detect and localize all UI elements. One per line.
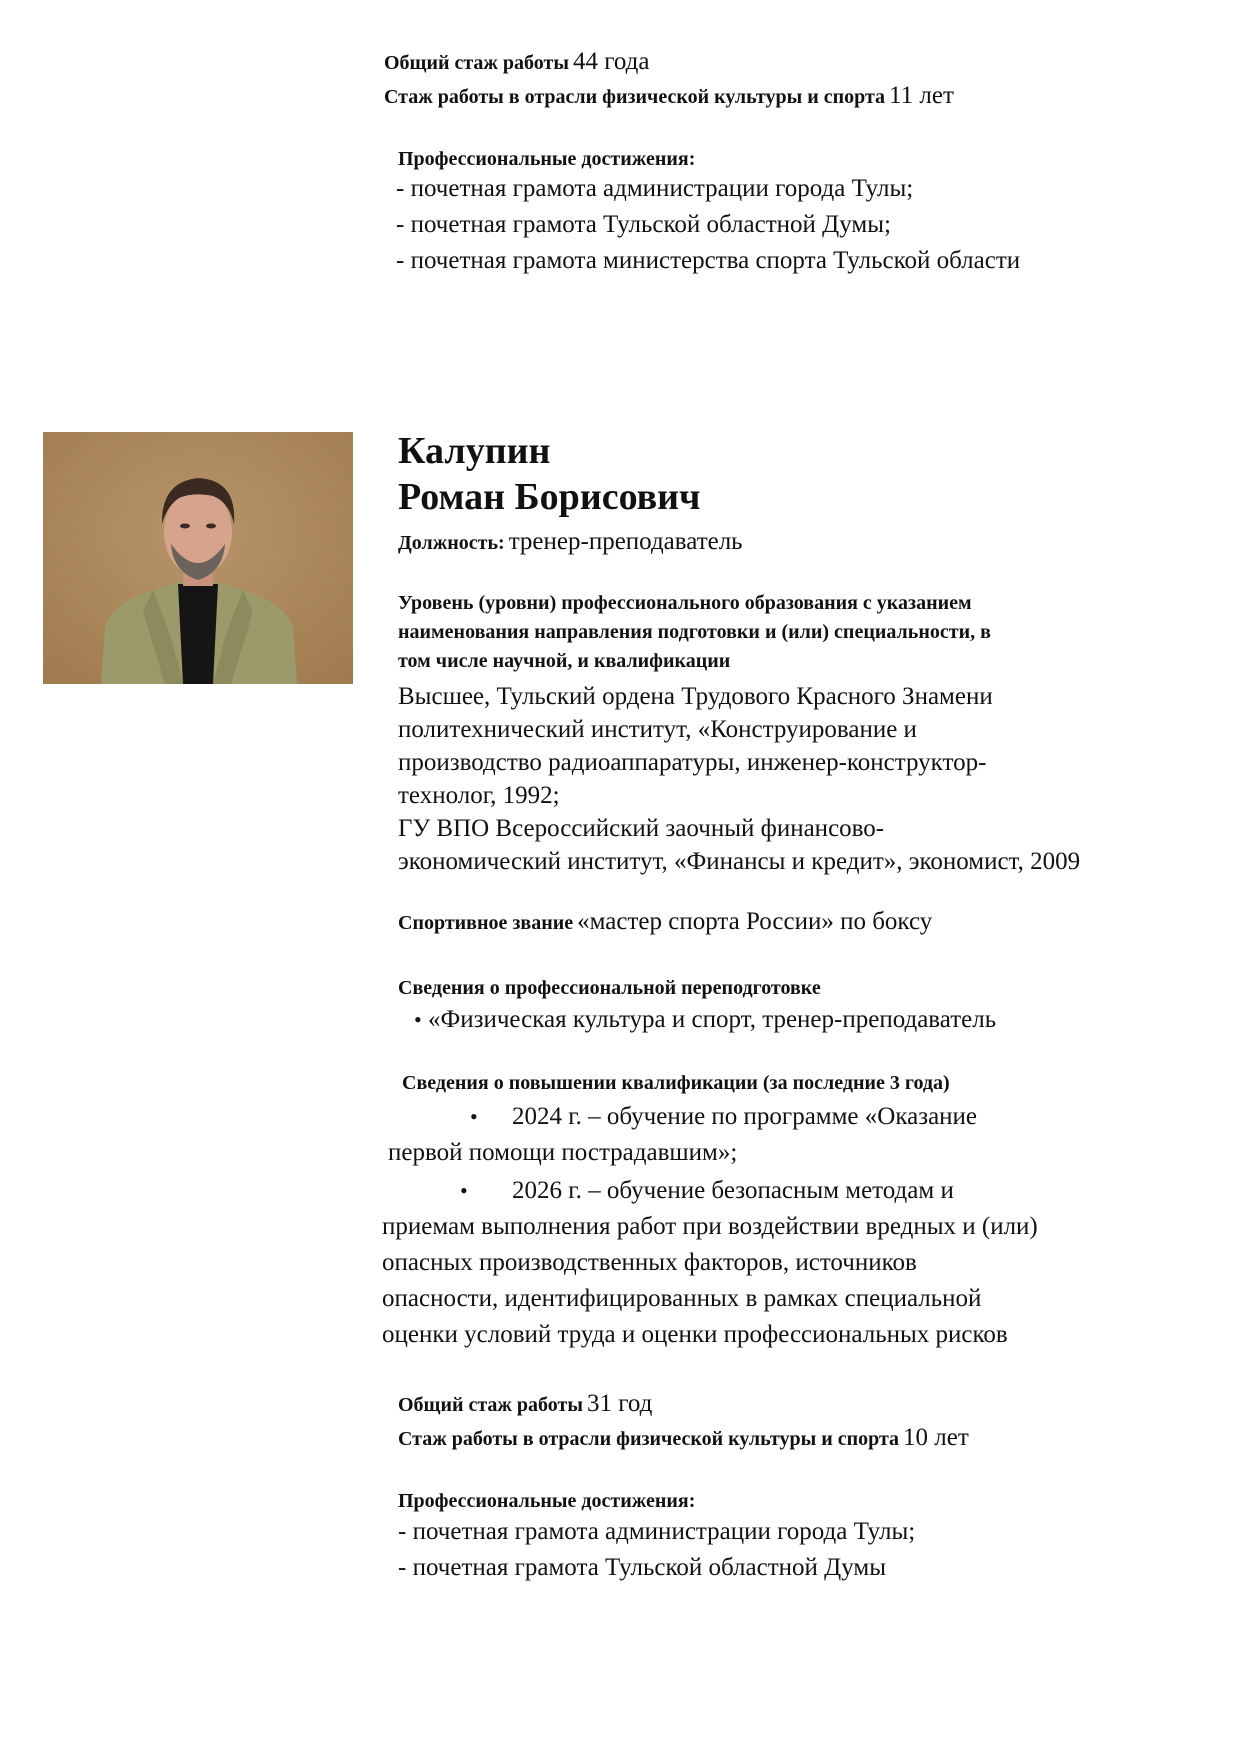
qualification-heading: Сведения о повышении квалификации (за последние 3 года) [402, 1072, 950, 1094]
portrait-photo [43, 432, 353, 684]
education-heading-line: Уровень (уровни) профессионального образования с указанием [398, 592, 972, 614]
achievements-heading: Профессиональные достижения: [398, 1490, 696, 1512]
total-experience-row [398, 1390, 652, 1418]
total-experience-value: 44 года [572, 48, 650, 75]
qualification-item-continuation: опасности, идентифицированных в рамках специальной [382, 1285, 982, 1312]
retraining-item [414, 1003, 996, 1036]
education-heading-line: том числе научной, и квалификации [398, 650, 731, 672]
qualification-item-continuation: оценки условий труда и оценки профессиональных рисков [382, 1321, 1008, 1348]
total-experience-label: Общий стаж работы [384, 52, 569, 74]
person-surname: Калупин [398, 430, 551, 472]
qualification-item-text: 2024 г. – обучение по программе «Оказание [511, 1103, 978, 1130]
bullet-icon: • [460, 1178, 468, 1203]
bullet-icon: • [470, 1104, 478, 1129]
bullet-icon: • [414, 1007, 422, 1032]
qualification-item-continuation: опасных производственных факторов, источников [382, 1249, 917, 1276]
achievement-item: - почетная грамота Тульской областной Думы; [396, 211, 891, 238]
portrait-photo-icon [43, 432, 353, 684]
education-line: ГУ ВПО Всероссийский заочный финансово- [398, 815, 885, 842]
achievement-item: - почетная грамота министерства спорта Тульской области [396, 247, 1021, 274]
achievement-item: - почетная грамота администрации города Тулы; [396, 175, 914, 202]
achievement-item: - почетная грамота Тульской областной Думы [398, 1554, 886, 1581]
total-experience-value: 31 год [586, 1390, 653, 1417]
sport-title-row [398, 908, 932, 936]
sport-experience-row [398, 1424, 969, 1452]
education-heading-line: наименования направления подготовки и (или) специальности, в [398, 621, 991, 643]
education-line: экономический институт, «Финансы и кредит», экономист, 2009 [398, 848, 1081, 875]
sport-experience-label: Стаж работы в отрасли физической культуры и спорта [398, 1428, 900, 1450]
sport-experience-row [384, 82, 954, 110]
qualification-item-continuation: первой помощи пострадавшим»; [388, 1139, 738, 1166]
qualification-item-continuation: приемам выполнения работ при воздействии вредных и (или) [382, 1213, 1038, 1240]
qualification-item-first-line [460, 1174, 954, 1207]
total-experience-label: Общий стаж работы [398, 1394, 583, 1416]
education-line: политехнический институт, «Конструирование и [398, 716, 917, 743]
education-line: технолог, 1992; [398, 782, 560, 809]
position-label: Должность: [398, 532, 505, 554]
achievements-heading: Профессиональные достижения: [398, 148, 696, 170]
sport-title-value: «мастер спорта России» по боксу [577, 908, 933, 935]
position-value: тренер-преподаватель [508, 528, 743, 555]
sport-experience-value: 10 лет [903, 1424, 969, 1451]
retraining-heading: Сведения о профессиональной переподготовке [398, 977, 821, 999]
person-given-names: Роман Борисович [398, 476, 701, 518]
education-line: Высшее, Тульский ордена Трудового Красного Знамени [398, 683, 993, 710]
sport-experience-label: Стаж работы в отрасли физической культуры и спорта [384, 86, 886, 108]
qualification-item-text: 2026 г. – обучение безопасным методам и [511, 1177, 954, 1204]
achievement-item: - почетная грамота администрации города Тулы; [398, 1518, 916, 1545]
sport-experience-value: 11 лет [889, 82, 954, 109]
total-experience-row [384, 48, 649, 76]
position-row [398, 528, 743, 556]
education-line: производство радиоаппаратуры, инженер-конструктор- [398, 749, 987, 776]
qualification-item-first-line [470, 1100, 977, 1133]
sport-title-label: Спортивное звание [398, 912, 574, 934]
retraining-item-text: «Физическая культура и спорт, тренер-преподаватель [427, 1006, 997, 1033]
